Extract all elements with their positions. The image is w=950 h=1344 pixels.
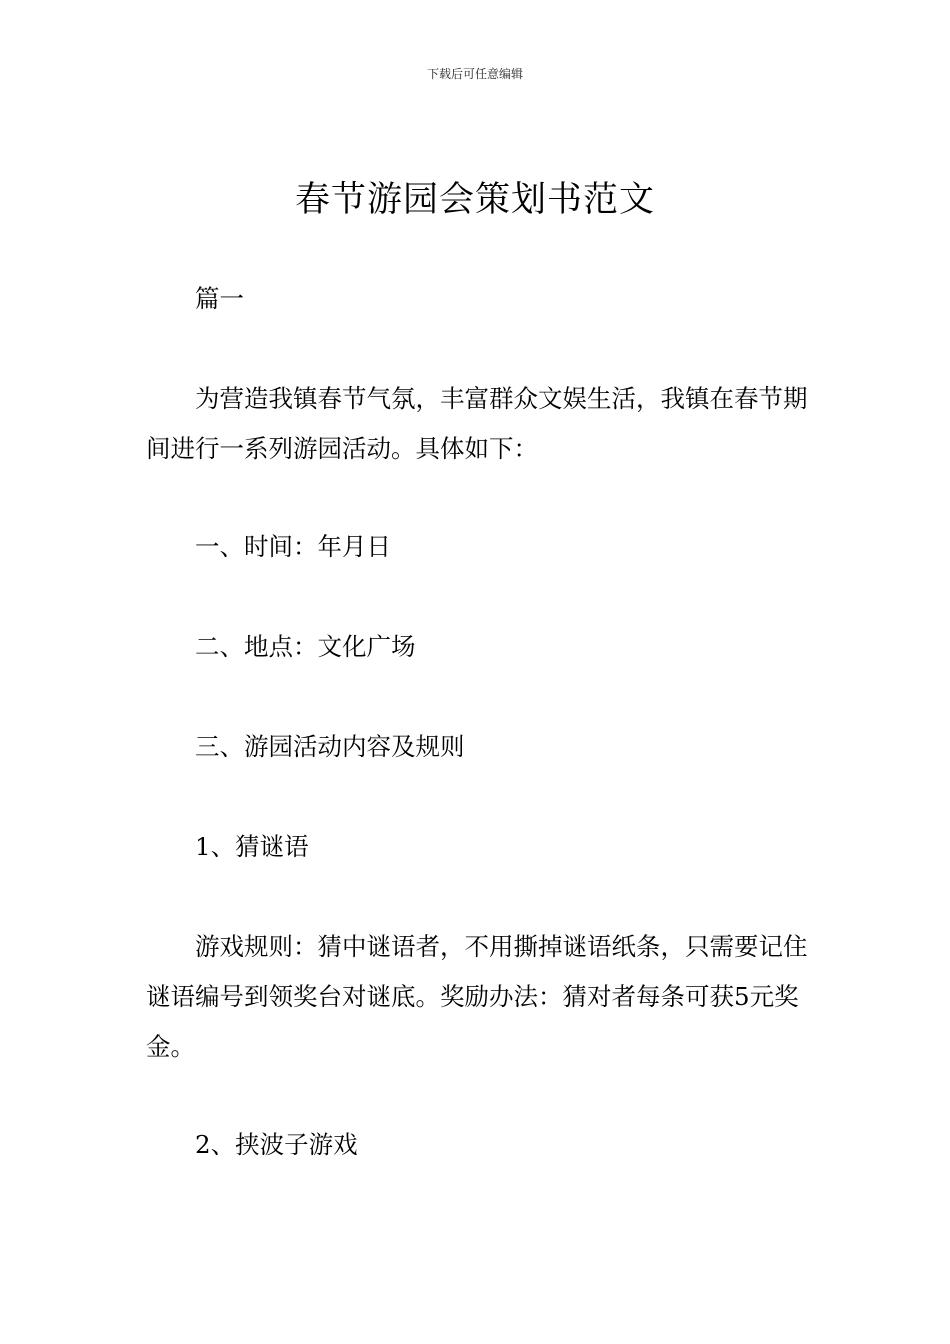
- document-title: 春节游园会策划书范文: [294, 180, 655, 220]
- activity-riddles-heading: 1、猜谜语: [195, 832, 309, 861]
- riddles-rules-paragraph: 游戏规则：猜中谜语者，不用撕掉谜语纸条，只需要记住谜语编号到领奖台对谜底。奖励办法：猜对者每条可获5元奖金。: [146, 932, 808, 1061]
- activity-marbles-heading: 2、挟波子游戏: [195, 1130, 358, 1159]
- time-item: 一、时间：年月日: [195, 532, 391, 561]
- page-header-note: 下载后可任意编辑: [426, 67, 523, 81]
- activities-heading: 三、游园活动内容及规则: [195, 732, 465, 761]
- location-item: 二、地点：文化广场: [195, 632, 416, 661]
- intro-paragraph: 为营造我镇春节气氛，丰富群众文娱生活，我镇在春节期间进行一系列游园活动。具体如下：: [146, 384, 808, 463]
- section-label: 篇一: [195, 284, 244, 313]
